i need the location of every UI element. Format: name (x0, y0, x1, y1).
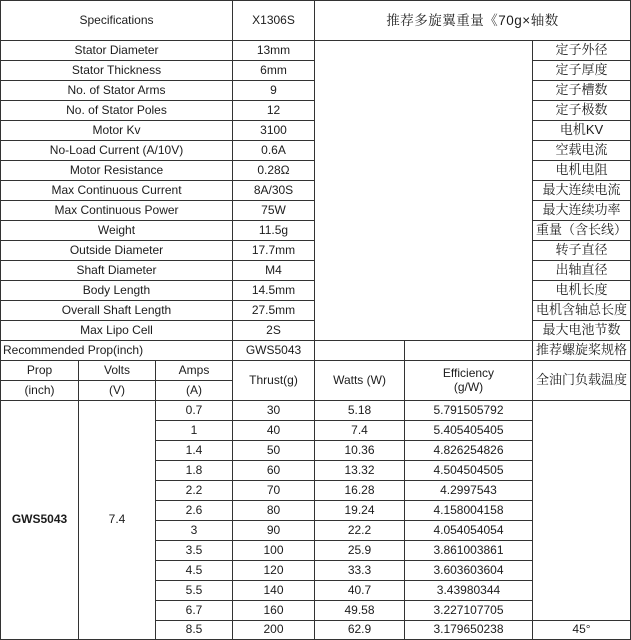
thrust-cell: 120 (233, 561, 315, 581)
spec-label-cn: 电机KV (533, 121, 631, 141)
spec-label: Max Lipo Cell (1, 321, 233, 341)
blank-cell (315, 341, 405, 361)
amps-cell: 4.5 (156, 561, 233, 581)
amps-cell: 8.5 (156, 621, 233, 640)
watts-cell: 5.18 (315, 401, 405, 421)
temp-blank-cell (533, 401, 631, 621)
col-header-efficiency-line: (g/W) (453, 379, 484, 394)
efficiency-cell: 5.791505792 (405, 401, 533, 421)
thrust-cell: 100 (233, 541, 315, 561)
spec-value: 17.7mm (233, 241, 315, 261)
amps-cell: 3.5 (156, 541, 233, 561)
spec-label: Max Continuous Current (1, 181, 233, 201)
spec-label: Motor Kv (1, 121, 233, 141)
volts-value: 7.4 (79, 401, 156, 640)
watts-cell: 16.28 (315, 481, 405, 501)
col-header-amps: Amps (156, 361, 233, 381)
spec-label: Shaft Diameter (1, 261, 233, 281)
spec-value: 2S (233, 321, 315, 341)
spec-label-cn: 电机长度 (533, 281, 631, 301)
efficiency-cell: 3.179650238 (405, 621, 533, 640)
spec-label-cn: 最大连续功率 (533, 201, 631, 221)
spec-label-cn: 定子外径 (533, 41, 631, 61)
spec-value: 75W (233, 201, 315, 221)
spec-label: Stator Diameter (1, 41, 233, 61)
spec-label: Stator Thickness (1, 61, 233, 81)
efficiency-cell: 4.2997543 (405, 481, 533, 501)
thrust-cell: 30 (233, 401, 315, 421)
thrust-cell: 140 (233, 581, 315, 601)
spec-label: Overall Shaft Length (1, 301, 233, 321)
spec-label: Outside Diameter (1, 241, 233, 261)
watts-cell: 13.32 (315, 461, 405, 481)
header-model: X1306S (233, 1, 315, 41)
thrust-cell: 160 (233, 601, 315, 621)
thrust-cell: 80 (233, 501, 315, 521)
spec-label-cn: 空载电流 (533, 141, 631, 161)
col-header-temp: 全油门负载温度 (533, 361, 631, 401)
efficiency-cell: 3.227107705 (405, 601, 533, 621)
spec-value: 9 (233, 81, 315, 101)
watts-cell: 10.36 (315, 441, 405, 461)
efficiency-cell: 4.826254826 (405, 441, 533, 461)
recommended-prop-label: Recommended Prop(inch) (1, 341, 233, 361)
col-header-volts-unit: (V) (79, 381, 156, 401)
spec-label-cn: 定子槽数 (533, 81, 631, 101)
spec-label: No. of Stator Poles (1, 101, 233, 121)
col-header-amps-unit: (A) (156, 381, 233, 401)
spec-value: 13mm (233, 41, 315, 61)
thrust-cell: 40 (233, 421, 315, 441)
header-specifications: Specifications (1, 1, 233, 41)
spec-value: 8A/30S (233, 181, 315, 201)
watts-cell: 33.3 (315, 561, 405, 581)
spec-label: No. of Stator Arms (1, 81, 233, 101)
recommended-prop-value: GWS5043 (233, 341, 315, 361)
thrust-cell: 60 (233, 461, 315, 481)
amps-cell: 6.7 (156, 601, 233, 621)
spec-label-cn: 转子直径 (533, 241, 631, 261)
amps-cell: 1.8 (156, 461, 233, 481)
col-header-thrust: Thrust(g) (233, 361, 315, 401)
col-header-prop: Prop (1, 361, 79, 381)
spec-label-cn: 最大电池节数 (533, 321, 631, 341)
amps-cell: 3 (156, 521, 233, 541)
watts-cell: 49.58 (315, 601, 405, 621)
spec-value: 0.6A (233, 141, 315, 161)
spec-label-cn: 定子极数 (533, 101, 631, 121)
header-recommended-weight: 推荐多旋翼重量《70g×轴数 (315, 1, 631, 41)
watts-cell: 19.24 (315, 501, 405, 521)
watts-cell: 40.7 (315, 581, 405, 601)
efficiency-cell: 5.405405405 (405, 421, 533, 441)
spec-value: 11.5g (233, 221, 315, 241)
spec-value: M4 (233, 261, 315, 281)
col-header-efficiency (405, 361, 533, 401)
spec-label: Motor Resistance (1, 161, 233, 181)
temp-value: 45° (533, 621, 631, 640)
col-header-prop-unit: (inch) (1, 381, 79, 401)
spec-label: No-Load Current (A/10V) (1, 141, 233, 161)
middle-blank-cell (315, 41, 533, 341)
spec-label-cn: 定子厚度 (533, 61, 631, 81)
amps-cell: 0.7 (156, 401, 233, 421)
amps-cell: 2.2 (156, 481, 233, 501)
spec-value: 6mm (233, 61, 315, 81)
prop-name: GWS5043 (1, 401, 79, 640)
spec-label-cn: 电机电阻 (533, 161, 631, 181)
blank-cell (405, 341, 533, 361)
watts-cell: 62.9 (315, 621, 405, 640)
efficiency-cell: 4.504504505 (405, 461, 533, 481)
spec-value: 3100 (233, 121, 315, 141)
amps-cell: 2.6 (156, 501, 233, 521)
spec-label-cn: 电机含轴总长度 (533, 301, 631, 321)
amps-cell: 1 (156, 421, 233, 441)
col-header-volts: Volts (79, 361, 156, 381)
col-header-efficiency-line: Efficiency (442, 365, 495, 380)
watts-cell: 25.9 (315, 541, 405, 561)
spec-value: 12 (233, 101, 315, 121)
recommended-prop-cn: 推荐螺旋桨规格 (533, 341, 631, 361)
thrust-cell: 90 (233, 521, 315, 541)
spec-value: 14.5mm (233, 281, 315, 301)
efficiency-cell: 3.603603604 (405, 561, 533, 581)
spec-value: 0.28Ω (233, 161, 315, 181)
spec-label: Weight (1, 221, 233, 241)
thrust-cell: 50 (233, 441, 315, 461)
spec-value: 27.5mm (233, 301, 315, 321)
spec-label: Max Continuous Power (1, 201, 233, 221)
amps-cell: 5.5 (156, 581, 233, 601)
thrust-cell: 70 (233, 481, 315, 501)
efficiency-cell: 3.43980344 (405, 581, 533, 601)
col-header-watts: Watts (W) (315, 361, 405, 401)
spec-label-cn: 出轴直径 (533, 261, 631, 281)
efficiency-cell: 3.861003861 (405, 541, 533, 561)
spec-label: Body Length (1, 281, 233, 301)
watts-cell: 22.2 (315, 521, 405, 541)
watts-cell: 7.4 (315, 421, 405, 441)
thrust-cell: 200 (233, 621, 315, 640)
amps-cell: 1.4 (156, 441, 233, 461)
spec-label-cn: 最大连续电流 (533, 181, 631, 201)
spec-label-cn: 重量（含长线） (533, 221, 631, 241)
efficiency-cell: 4.054054054 (405, 521, 533, 541)
efficiency-cell: 4.158004158 (405, 501, 533, 521)
